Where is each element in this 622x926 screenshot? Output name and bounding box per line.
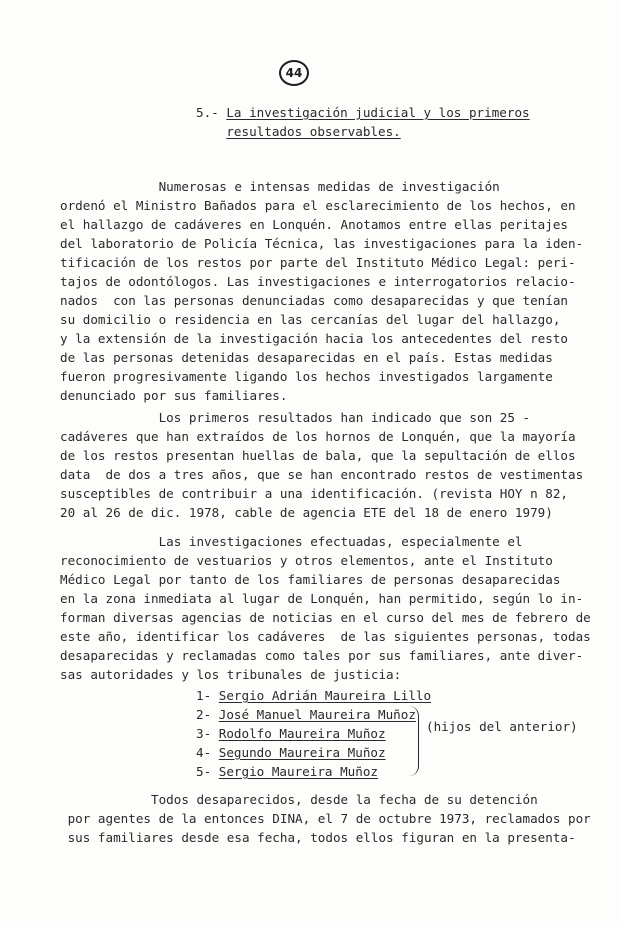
list-item-number: 3-	[196, 726, 212, 741]
page-number: 44	[279, 60, 309, 86]
list-item-number: 5-	[196, 764, 212, 779]
persons-list	[196, 686, 431, 781]
paragraph-line: Todos desaparecidos, desde la fecha de su detención	[60, 792, 538, 807]
paragraph-4	[60, 790, 591, 847]
paragraph-line: del laboratorio de Policía Técnica, las investigaciones para la iden-	[60, 236, 584, 251]
paragraph-line: data de dos a tres años, que se han encontrado restos de vestimentas	[60, 467, 584, 482]
paragraph-line: tajos de odontólogos. Las investigaciones e interrogatorios relacio-	[60, 274, 576, 289]
paragraph-line: Médico Legal por tanto de los familiares de personas desaparecidas	[60, 572, 561, 587]
person-name: Sergio Adrián Maureira Lillo	[218, 688, 432, 703]
paragraph-line: ordenó el Ministro Bañados para el esclarecimiento de los hechos, en	[60, 198, 576, 213]
person-name: Segundo Maureira Muñoz	[218, 745, 386, 760]
paragraph-line: fueron progresivamente ligando los hechos investigados largamente	[60, 369, 553, 384]
paragraph-line: en la zona inmediata al lugar de Lonquén, han permitido, según lo in-	[60, 591, 584, 606]
section-title-line1: La investigación judicial y los primeros	[226, 105, 530, 120]
list-item	[196, 724, 431, 743]
list-item-number: 1-	[196, 688, 212, 703]
paragraph-line: cadáveres que han extraídos de los hornos de Lonquén, que la mayoría	[60, 429, 576, 444]
paragraph-line: Numerosas e intensas medidas de investigación	[60, 179, 500, 194]
paragraph-line: Las investigaciones efectuadas, especialmente el	[60, 534, 523, 549]
person-name: Rodolfo Maureira Muñoz	[218, 726, 386, 741]
paragraph-line: sus familiares desde esa fecha, todos ellos figuran en la presenta-	[60, 830, 576, 845]
list-item-number: 2-	[196, 707, 212, 722]
paragraph-2	[60, 408, 584, 522]
paragraph-line: tificación de los restos por parte del Instituto Médico Legal: peri-	[60, 255, 576, 270]
paragraph-line: su domicilio o residencia en las cercanías del lugar del hallazgo,	[60, 312, 561, 327]
paragraph-3	[60, 532, 591, 684]
paragraph-line: forman diversas agencias de noticias en el curso del mes de febrero de	[60, 610, 591, 625]
paragraph-line: por agentes de la entonces DINA, el 7 de octubre 1973, reclamados por	[60, 811, 591, 826]
list-item	[196, 762, 431, 781]
paragraph-line: y la extensión de la investigación hacia los antecedentes del resto	[60, 331, 568, 346]
paragraph-line: reconocimiento de vestuarios y otros elementos, ante el Instituto	[60, 553, 553, 568]
paragraph-1	[60, 177, 584, 405]
paragraph-line: denunciado por sus familiares.	[60, 388, 288, 403]
section-title-line2: resultados observables.	[226, 124, 401, 139]
section-number: 5.-	[196, 105, 219, 120]
bracket-mark	[408, 706, 419, 776]
paragraph-line: 20 al 26 de dic. 1978, cable de agencia ETE del 18 de enero 1979)	[60, 505, 553, 520]
paragraph-line: nados con las personas denunciadas como desaparecidas y que tenían	[60, 293, 568, 308]
paragraph-line: el hallazgo de cadáveres en Lonquén. Anotamos entre ellas peritajes	[60, 217, 568, 232]
paragraph-line: desaparecidas y reclamadas como tales por sus familiares, ante diver-	[60, 648, 584, 663]
paragraph-line: de las personas detenidas desaparecidas en el país. Estas medidas	[60, 350, 553, 365]
bracket-note: (hijos del anterior)	[426, 719, 578, 734]
person-name: José Manuel Maureira Muñoz	[218, 707, 416, 722]
paragraph-line: Los primeros resultados han indicado que son 25 -	[60, 410, 531, 425]
list-item	[196, 743, 431, 762]
list-item	[196, 686, 431, 705]
list-item	[196, 705, 431, 724]
paragraph-line: susceptibles de contribuir a una identificación. (revista HOY n 82,	[60, 486, 568, 501]
section-heading	[196, 103, 530, 141]
paragraph-line: sas autoridades y los tribunales de justicia:	[60, 667, 402, 682]
list-item-number: 4-	[196, 745, 212, 760]
paragraph-line: de los restos presentan huellas de bala, que la sepultación de ellos	[60, 448, 576, 463]
paragraph-line: este año, identificar los cadáveres de las siguientes personas, todas	[60, 629, 591, 644]
person-name: Sergio Maureira Muñoz	[218, 764, 378, 779]
